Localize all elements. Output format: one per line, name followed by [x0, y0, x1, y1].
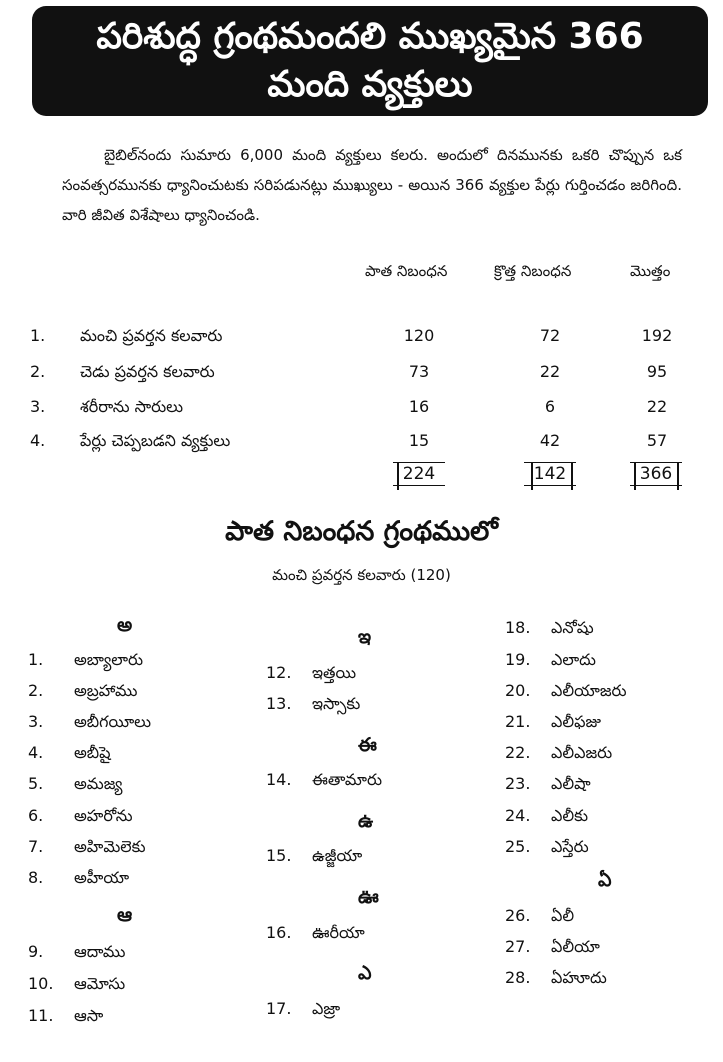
letter-heading: ఇ — [358, 626, 372, 648]
row-old: 73 — [408, 362, 430, 381]
item-number: 25. — [505, 837, 531, 856]
row-total: 95 — [646, 362, 668, 381]
item-name: ఎలీఫజు — [551, 712, 601, 731]
list-item — [28, 681, 137, 707]
item-name: ఉజ్జీయా — [312, 846, 363, 865]
item-name: ఎనోషు — [551, 618, 594, 637]
item-name: అహీయా — [74, 868, 130, 887]
row-new: 6 — [544, 397, 556, 416]
letter-heading: ఊ — [358, 886, 379, 908]
section-title: పాత నిబంధన గ్రంథములో — [225, 516, 498, 547]
item-number: 1. — [28, 650, 44, 669]
list-item — [505, 837, 589, 863]
item-number: 11. — [28, 1006, 54, 1025]
total-bracket — [634, 462, 636, 490]
list-item — [28, 774, 122, 800]
row-total: 22 — [646, 397, 668, 416]
list-item — [505, 650, 596, 676]
item-number: 22. — [505, 743, 531, 762]
list-item — [266, 663, 356, 689]
item-number: 18. — [505, 618, 531, 637]
total-new: 142 — [524, 462, 576, 486]
row-label: పేర్లు చెప్పబడని వ్యక్తులు — [80, 431, 231, 450]
list-item — [28, 837, 146, 863]
item-name: ఎలాదు — [551, 650, 596, 669]
list-item — [505, 618, 594, 644]
list-item — [28, 942, 125, 968]
item-name: ఎజ్రా — [312, 999, 341, 1018]
item-number: 14. — [266, 770, 292, 789]
list-item — [505, 743, 612, 769]
list-item — [505, 937, 600, 963]
item-name: ఎలీయాజరు — [551, 681, 627, 700]
list-item — [505, 774, 591, 800]
item-name: అహరోను — [74, 806, 133, 825]
row-label: చెడు ప్రవర్తన కలవారు — [80, 362, 215, 381]
item-number: 24. — [505, 806, 531, 825]
list-item — [266, 694, 360, 720]
item-name: ఏలీయా — [551, 937, 600, 956]
table-row — [0, 431, 723, 461]
item-number: 27. — [505, 937, 531, 956]
item-number: 4. — [28, 743, 44, 762]
row-old: 120 — [403, 326, 435, 345]
item-number: 6. — [28, 806, 44, 825]
item-name: ఈతామారు — [312, 770, 382, 789]
item-number: 7. — [28, 837, 44, 856]
total-bracket — [397, 462, 399, 490]
list-item — [28, 712, 151, 738]
item-number: 21. — [505, 712, 531, 731]
item-number: 12. — [266, 663, 292, 682]
item-number: 2. — [28, 681, 44, 700]
letter-heading: ఆ — [117, 904, 133, 926]
col-header-total: మొత్తం — [630, 262, 671, 280]
title-banner — [32, 6, 708, 116]
row-number: 3. — [30, 397, 46, 416]
item-number: 13. — [266, 694, 292, 713]
item-name: ఇత్తయి — [312, 663, 357, 682]
item-number: 5. — [28, 774, 44, 793]
row-label: శరీరాను సారులు — [80, 397, 184, 416]
item-name: ఏహూదు — [551, 968, 607, 987]
list-item — [505, 712, 601, 738]
letter-heading: అ — [117, 614, 133, 636]
list-item — [266, 846, 362, 872]
list-item — [505, 681, 627, 707]
table-row — [0, 397, 723, 427]
row-number: 1. — [30, 326, 46, 345]
row-old: 16 — [408, 397, 430, 416]
row-label: మంచి ప్రవర్తన కలవారు — [80, 326, 223, 345]
col-header-new-testament: క్రొత్త నిబంధన — [494, 262, 572, 280]
item-name: అబ్రహాము — [74, 681, 138, 700]
item-number: 3. — [28, 712, 44, 731]
total-bracket — [531, 462, 533, 490]
row-old: 15 — [408, 431, 430, 450]
total-bracket — [571, 462, 573, 490]
item-number: 20. — [505, 681, 531, 700]
item-name: అమజ్య — [74, 774, 123, 793]
letter-heading: ఎ — [358, 962, 372, 984]
item-name: అబ్యాలారు — [74, 650, 144, 669]
item-name: ఊరీయా — [312, 923, 365, 942]
row-number: 4. — [30, 431, 46, 450]
item-name: ఏలీ — [551, 906, 575, 925]
item-number: 26. — [505, 906, 531, 925]
item-number: 16. — [266, 923, 292, 942]
section-subtitle: మంచి ప్రవర్తన కలవారు (120) — [272, 566, 451, 584]
total-bracket — [677, 462, 679, 490]
item-number: 19. — [505, 650, 531, 669]
list-item — [28, 868, 129, 894]
list-item — [28, 806, 133, 832]
item-name: ఆమోసు — [74, 974, 126, 993]
item-number: 9. — [28, 942, 44, 961]
item-name: ఎస్తేరు — [551, 837, 589, 856]
item-name: ఎలీకు — [551, 806, 588, 825]
item-name: ఆదాము — [74, 942, 126, 961]
total-all: 366 — [630, 462, 682, 486]
item-name: అహిమెలెకు — [74, 837, 146, 856]
page-title-line-2: మంది వ్యక్తులు — [267, 64, 473, 105]
list-item — [28, 974, 125, 1000]
page-title-line-1: పరిశుద్ధ గ్రంథమందలి ముఖ్యమైన 366 — [96, 16, 644, 57]
row-new: 72 — [539, 326, 561, 345]
item-number: 28. — [505, 968, 531, 987]
item-number: 23. — [505, 774, 531, 793]
list-item — [266, 923, 365, 949]
col-header-old-testament: పాత నిబంధన — [365, 262, 448, 280]
list-item — [28, 650, 143, 676]
table-row — [0, 326, 723, 356]
item-number: 15. — [266, 846, 292, 865]
letter-heading: ఈ — [358, 734, 377, 756]
intro-paragraph: బైబిల్‌నందు సుమారు 6,000 మంది వ్యక్తులు కలరు. అందులో దినమునకు ఒకరి చొప్పున ఒక సంవత్సరమునకు ధ్యానించుటకు సరిపడునట్లు ముఖ్యులు - అయిన 366 వ్యక్తుల పేర్లు గుర్తించడం జరిగింది. వారి జీవిత విశేషాలు ధ్యానించండి. — [62, 146, 682, 224]
item-name: అబీషై — [74, 743, 111, 762]
item-number: 10. — [28, 974, 54, 993]
totals-row — [0, 462, 723, 492]
list-item — [28, 1006, 103, 1032]
item-name: ఇస్సాకు — [312, 694, 361, 713]
list-item — [266, 770, 382, 796]
item-name: ఎలీషా — [551, 774, 591, 793]
list-item — [28, 743, 111, 769]
list-item — [505, 968, 607, 994]
item-number: 17. — [266, 999, 292, 1018]
row-number: 2. — [30, 362, 46, 381]
list-item — [505, 806, 588, 832]
table-row — [0, 362, 723, 392]
row-total: 192 — [641, 326, 673, 345]
list-item — [266, 999, 340, 1025]
item-name: అబీగయీలు — [74, 712, 152, 731]
item-name: ఎలీఎజరు — [551, 743, 613, 762]
item-number: 8. — [28, 868, 44, 887]
list-item — [505, 906, 574, 932]
row-total: 57 — [646, 431, 668, 450]
item-name: ఆసా — [74, 1006, 104, 1025]
letter-heading: ఏ — [598, 869, 612, 891]
row-new: 42 — [539, 431, 561, 450]
row-new: 22 — [539, 362, 561, 381]
total-old: 224 — [393, 462, 445, 486]
letter-heading: ఉ — [358, 810, 374, 832]
